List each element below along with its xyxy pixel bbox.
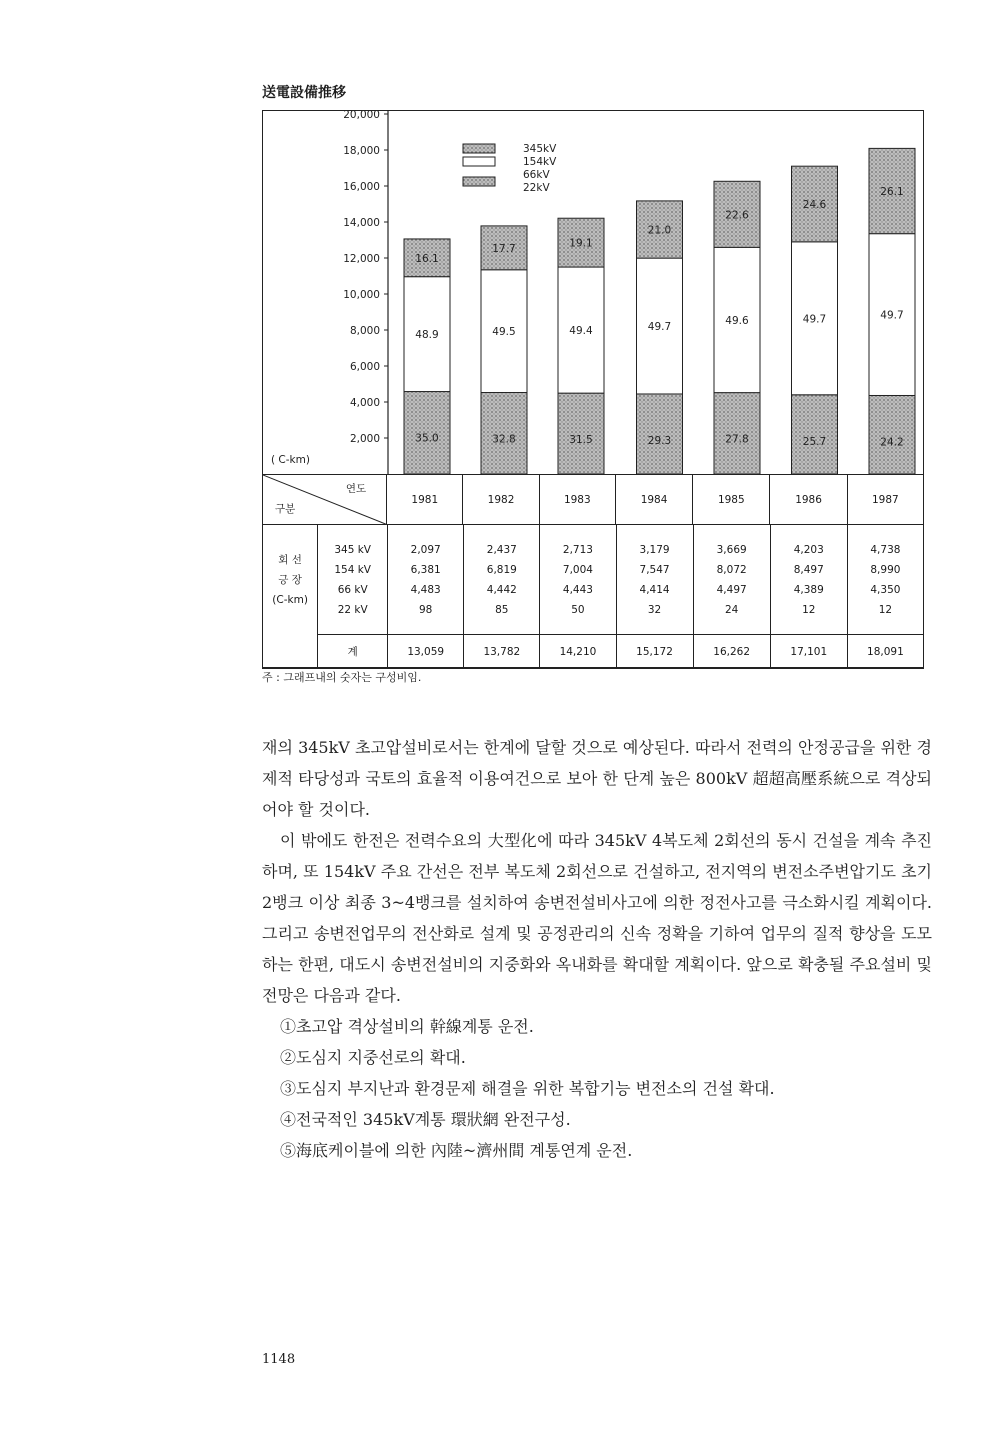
bars [404, 148, 915, 474]
y-tick-label: 20,000 [343, 111, 380, 121]
row-label: 154 kV [334, 563, 371, 576]
y-tick-label: 18,000 [343, 145, 380, 157]
data-table-body [262, 524, 924, 669]
year-cell: 1982 [463, 475, 539, 525]
group-label: (C-km) [272, 593, 308, 606]
chart-title: 送電設備推移 [262, 85, 346, 101]
total-value: 13,782 [464, 635, 540, 669]
page-number: 1148 [262, 1352, 296, 1367]
total-label: 계 [318, 635, 388, 669]
total-value: 17,101 [770, 635, 847, 669]
bar-value-label: 49.4 [569, 325, 593, 338]
bar-value-label: 24.6 [802, 199, 827, 212]
cell-value: 50 [571, 603, 585, 616]
legend-swatch [463, 157, 495, 166]
year-cell: 1983 [539, 475, 615, 525]
group-label: 회 선 [278, 553, 302, 566]
bar-value-label: 29.3 [647, 434, 672, 447]
legend-label: 22kV [523, 182, 550, 194]
group-label: 긍 장 [278, 573, 302, 586]
year-values [540, 525, 616, 635]
total-value: 18,091 [847, 635, 923, 669]
list-item: ④전국적인 345kV계통 環狀網 완전구성. [280, 1110, 571, 1129]
bar-value-label: 21.0 [647, 224, 672, 237]
bar-value-label: 31.5 [569, 434, 593, 447]
y-tick-label: 2,000 [349, 433, 380, 445]
cell-value: 4,350 [870, 583, 901, 596]
total-value: 13,059 [388, 635, 464, 669]
y-tick-label: 12,000 [343, 253, 380, 265]
cell-value: 8,497 [793, 563, 824, 576]
list-item: ②도심지 지중선로의 확대. [280, 1048, 466, 1067]
cell-value: 4,443 [562, 583, 593, 596]
y-tick-label: 6,000 [349, 361, 380, 373]
total-value: 14,210 [540, 635, 616, 669]
legend-swatch [463, 144, 495, 153]
cell-value: 7,004 [562, 563, 593, 576]
cell-value: 32 [647, 603, 662, 616]
body-text [262, 732, 932, 1166]
cell-value: 4,497 [716, 583, 747, 596]
data-table [262, 474, 924, 525]
year-values [693, 525, 770, 635]
year-cell: 1987 [847, 475, 923, 525]
bar-value-label: 49.7 [647, 321, 672, 334]
cell-value: 4,203 [793, 543, 824, 556]
legend-swatch [463, 177, 495, 186]
bar-segment [792, 395, 838, 474]
year-cell: 1986 [770, 475, 847, 525]
bar-value-label: 26.1 [880, 186, 904, 199]
bar-value-label: 32.8 [492, 433, 516, 446]
year-cell: 1981 [387, 475, 463, 525]
bar-value-label: 27.8 [725, 433, 749, 446]
row-label: 22 kV [337, 603, 368, 616]
year-values [464, 525, 540, 635]
y-tick-label: 14,000 [343, 217, 380, 229]
bar-value-label: 49.6 [725, 314, 749, 327]
total-value: 16,262 [693, 635, 770, 669]
cell-value: 4,738 [870, 543, 901, 556]
cell-value: 4,389 [793, 583, 824, 596]
year-cell: 1985 [693, 475, 770, 525]
cell-value: 2,097 [410, 543, 441, 556]
bar-value-label: 49.7 [802, 313, 827, 326]
category-header: 구분 [275, 503, 296, 515]
cell-value: 7,547 [639, 563, 670, 576]
year-values [616, 525, 693, 635]
cell-value: 6,819 [486, 563, 517, 576]
legend [463, 143, 557, 194]
bar-value-label: 24.2 [880, 436, 904, 449]
cell-value: 3,179 [639, 543, 670, 556]
legend-label: 345kV [523, 143, 557, 155]
legend-label: 66kV [523, 169, 550, 181]
cell-value: 4,442 [486, 583, 517, 596]
y-tick-label: 10,000 [343, 289, 380, 301]
year-values [388, 525, 464, 635]
bar-value-label: 49.5 [492, 326, 516, 339]
y-tick-label: 8,000 [349, 325, 380, 337]
voltage-labels [318, 525, 388, 635]
cell-value: 98 [419, 603, 433, 616]
table-corner [263, 475, 387, 525]
cell-value: 85 [495, 603, 509, 616]
bar-value-label: 25.7 [802, 435, 827, 448]
bar-value-label: 22.6 [725, 209, 749, 222]
cell-value: 4,414 [639, 583, 670, 596]
cell-value: 6,381 [410, 563, 441, 576]
bar-value-label: 17.7 [492, 242, 516, 255]
y-tick-label: 4,000 [349, 397, 380, 409]
list-item: ①초고압 격상설비의 幹線계통 운전. [280, 1017, 534, 1036]
unit-label: ( C-km) [271, 454, 310, 466]
cell-value: 3,669 [716, 543, 747, 556]
y-tick-label: 16,000 [343, 181, 380, 193]
list-item: ③도심지 부지난과 환경문제 해결을 위한 복합기능 변전소의 건설 확대. [280, 1079, 775, 1098]
cell-value: 4,483 [410, 583, 441, 596]
year-values [847, 525, 923, 635]
y-axis [271, 111, 388, 474]
bar-value-label: 16.1 [415, 252, 439, 265]
cell-value: 12 [878, 603, 893, 616]
chart-note: 주 : 그래프내의 숫자는 구성비임. [262, 671, 422, 684]
year-values [770, 525, 847, 635]
cell-value: 2,437 [486, 543, 517, 556]
stacked-bar-chart [263, 111, 923, 501]
group-label-cell [263, 525, 318, 635]
total-value: 15,172 [616, 635, 693, 669]
year-header: 연도 [345, 483, 367, 495]
paragraph: 이 밖에도 한전은 전력수요의 大型化에 따라 345kV 4복도체 2회선의 동시 건설을 계속 추진하며, 또 154kV 주요 간선은 전부 복도체 2회선으로 건설하고, 전지역의 변전소주변압기도 초기 2뱅크 이상 최종 3~4뱅크를 설치하여 송변전설비사고에 의한 정전사고를 극소화시킬 계획이다. 그리고 송변전업무의 전산화로 설계 및 공정관리의 신속 정확을 기하여 업무의 질적 향상을 도모하는 한편, 대도시 송변전설비의 지중화와 옥내화를 확대할 계획이다. 앞으로 확충될 주요설비 및 전망은 다음과 같다. [262, 831, 932, 1005]
cell-value: 12 [802, 603, 816, 616]
bar-value-label: 48.9 [415, 329, 439, 342]
row-label: 66 kV [337, 583, 368, 596]
bar-value-label: 49.7 [880, 309, 904, 322]
cell-value: 8,990 [870, 563, 901, 576]
paragraph: 재의 345kV 초고압설비로서는 한계에 달할 것으로 예상된다. 따라서 전력의 안정공급을 위한 경제적 타당성과 국토의 효율적 이용여건으로 보아 한 단계 높은 800kV 超超高壓系統으로 격상되어야 할 것이다. [262, 738, 932, 819]
bar-value-label: 35.0 [415, 432, 439, 445]
bar-value-label: 19.1 [569, 237, 593, 250]
corner-diagonal [263, 475, 388, 525]
row-label: 345 kV [334, 543, 371, 556]
group-label-spacer [263, 635, 318, 669]
year-cell: 1984 [615, 475, 692, 525]
legend-label: 154kV [523, 156, 557, 168]
cell-value: 8,072 [716, 563, 747, 576]
cell-value: 24 [724, 603, 739, 616]
bar-segment [869, 395, 915, 474]
list-item: ⑤海底케이블에 의한 內陸~濟州間 계통연계 운전. [280, 1141, 633, 1160]
cell-value: 2,713 [562, 543, 593, 556]
